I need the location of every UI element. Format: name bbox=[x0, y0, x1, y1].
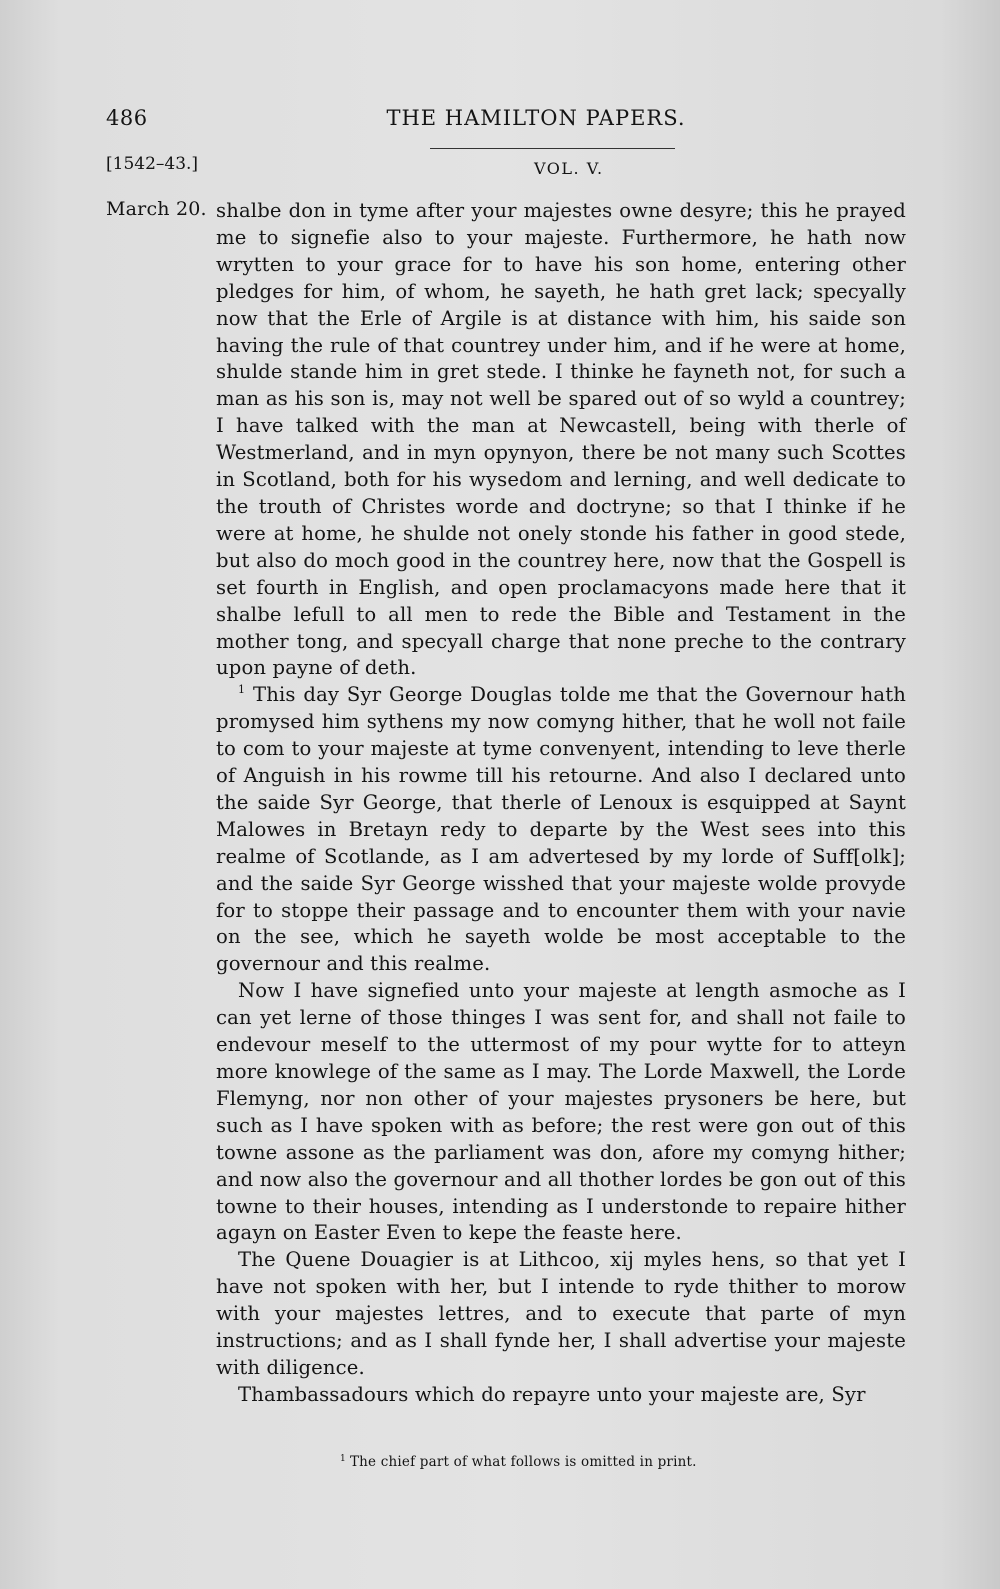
margin-date: March 20. bbox=[106, 198, 207, 220]
volume-label: VOL. V. bbox=[534, 159, 604, 178]
book-title: THE HAMILTON PAPERS. bbox=[386, 106, 686, 130]
paragraph-4: The Quene Douagier is at Lithcoo, xij myles hens, so that yet I have not spoken with her, but I intende to ryde thither to morow with your majestes lettres, and to execute that parte of myn instructions; and as I shall fynde her, I shall advertise your majeste with diligence. bbox=[216, 1248, 906, 1379]
page-number: 486 bbox=[106, 106, 148, 130]
paragraph-3: Now I have signefied unto your majeste at length asmoche as I can yet lerne of those thinges I was sent for, and shall not faile to endevour meself to the uttermost of my pour wytte for to atteyn more knowlege of the same as I may. The Lorde Maxwell, the Lorde Flemyng, nor non other of your majestes prysoners be here, but such as I have spoken with as before; the rest were gon out of this towne assone as the parliament was don, afore my comyng hither; and now also the governour and all thother lordes be gon out of this towne to their houses, intending as I understonde to repaire hither agayn on Easter Even to kepe the feaste here. bbox=[216, 979, 906, 1245]
year-range: [1542–43.] bbox=[106, 154, 199, 174]
footnote bbox=[340, 1454, 900, 1470]
body-text bbox=[216, 198, 906, 1409]
footnote-text: The chief part of what follows is omitted in print. bbox=[349, 1454, 697, 1470]
paragraph-2 bbox=[216, 682, 906, 978]
running-head bbox=[106, 106, 906, 146]
subheader bbox=[106, 154, 906, 186]
header-rule bbox=[430, 148, 675, 149]
paragraph-5: Thambassadours which do repayre unto your majeste are, Syr bbox=[238, 1382, 866, 1406]
footnote-reference: 1 bbox=[238, 683, 246, 697]
paragraph-2-text: This day Syr George Douglas tolde me that the Governour hath promysed him sythens my now comyng hither, that he woll not faile to com to your majeste at tyme convenyent, intending to leve therle of Anguish in his rowme till his retourne. And also I declared unto the saide Syr George, that therle of Lenoux is esquipped at Saynt Malowes in Bretayn redy to departe by the West sees into this realme of Scotlande, as I am advertesed by my lorde of Suff[olk]; and the saide Syr George wisshed that your majeste wolde provyde for to stoppe their passage and to encounter them with your navie on the see, which he sayeth wolde be most acceptable to the governour and this realme. bbox=[216, 683, 906, 976]
footnote-marker: 1 bbox=[340, 1454, 346, 1464]
paragraph-1: shalbe don in tyme after your majestes owne desyre; this he prayed me to signefie also to your majeste. Furthermore, he hath now wrytten to your grace for to have his son home, entering other pledges for him, of whom, he sayeth, he hath gret lack; specyally now that the Erle of Argile is at distance with him, his saide son having the rule of that countrey under him, and if he were at home, shulde stande him in gret stede. I thinke he fayneth not, for such a man as his son is, may not well be spared out of so wyld a countrey; I have talked with the man at Newcastell, being with therle of Westmerland, and in myn opynyon, there be not many such Scottes in Scotland, both for his wysedom and lerning, and well dedicate to the trouth of Christes worde and doctryne; so that I thinke if he were at home, he shulde not onely stonde his father in good stede, but also do moch good in the countrey here, now that the Gospell is set fourth in English, and open proclamacyons made here that it shalbe lefull to all men to rede the Bible and Testament in the mother tong, and specyall charge that none preche to the contrary upon payne of deth. bbox=[216, 199, 906, 680]
